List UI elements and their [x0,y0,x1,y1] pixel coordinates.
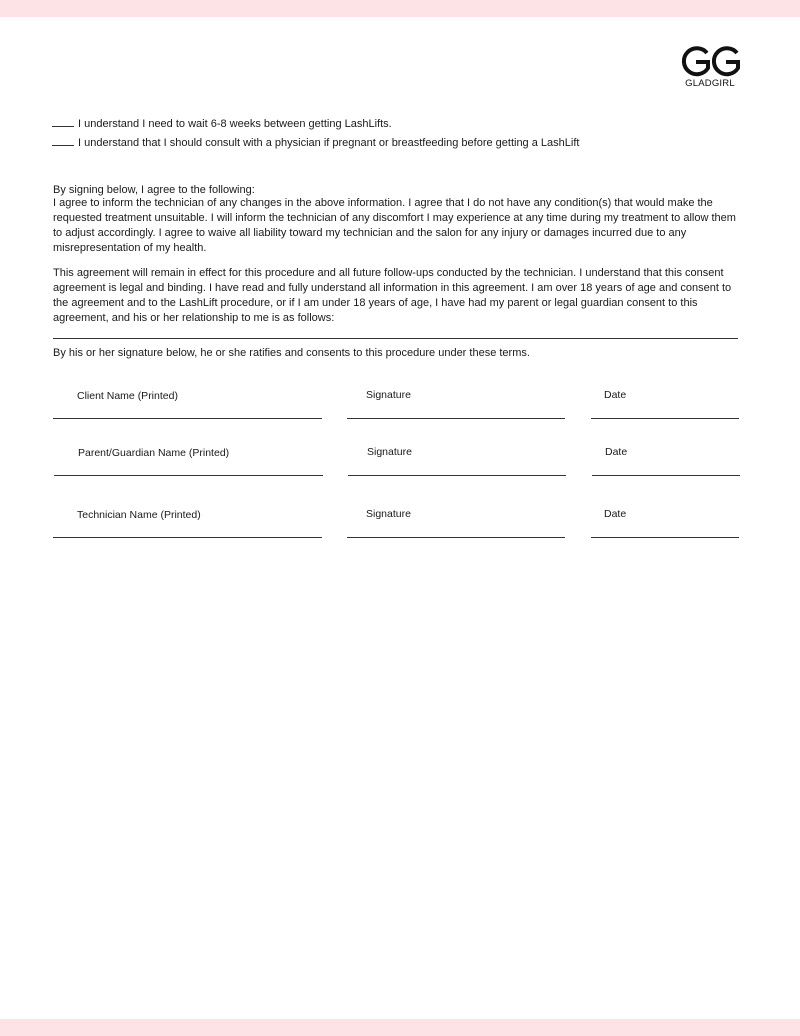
ratify-statement: By his or her signature below, he or she ratifies and consents to this procedure under these terms. [53,347,530,359]
checklist-text: I understand that I should consult with a physician if pregnant or breastfeeding before getting a LashLift [78,137,580,149]
checklist-item-wait [52,118,392,130]
client-signature-label: Signature [366,389,411,401]
top-accent-band [0,0,800,17]
technician-name-label: Technician Name (Printed) [77,509,201,521]
agreement-paragraph-2: This agreement will remain in effect for this procedure and all future follow-ups conducted by the technician. I understand that this consent agreement is legal and binding. I have read and fully understand all information in this agreement. I am over 18 years of age and consent to the agreement and to the LashLift procedure, or if I am under 18 years of age, I have had my parent or legal guardian consent to this agreement, and his or her relationship to me is as follows: [53,267,732,324]
initial-blank[interactable] [52,118,74,127]
agreement-heading: By signing below, I agree to the following: [53,184,255,196]
client-name-label: Client Name (Printed) [77,390,178,402]
technician-name-line[interactable] [53,537,322,538]
client-date-label: Date [604,389,627,401]
guardian-date-label: Date [605,446,628,458]
technician-date-label: Date [604,508,627,520]
guardian-signature-line[interactable] [348,475,566,476]
client-date-line[interactable] [591,418,739,419]
gg-monogram-icon [680,44,740,78]
technician-signature-line[interactable] [347,537,565,538]
client-signature-line[interactable] [347,418,565,419]
bottom-accent-band [0,1019,800,1036]
client-name-line[interactable] [53,418,322,419]
logo-wordmark: GLADGIRL [685,78,735,89]
guardian-name-line[interactable] [54,475,323,476]
technician-date-line[interactable] [591,537,739,538]
guardian-signature-label: Signature [367,446,412,458]
initial-blank[interactable] [52,137,74,146]
guardian-date-line[interactable] [592,475,740,476]
guardian-name-label: Parent/Guardian Name (Printed) [78,447,230,459]
gladgirl-logo [680,44,740,90]
relationship-line[interactable] [53,338,738,339]
technician-signature-label: Signature [366,508,411,520]
checklist-text: I understand I need to wait 6-8 weeks between getting LashLifts. [78,118,392,130]
checklist-item-physician [52,137,579,149]
agreement-paragraph-1: I agree to inform the technician of any changes in the above information. I agree that I do not have any condition(s) that would make the requested treatment unsuitable. I will inform the technician of any discomfort I may experience at any time during my treatment to allow them to adjust accordingly. I agree to waive all liability toward my technician and the salon for any injury or damages incurred due to any misrepresentation of my health. [53,197,736,254]
